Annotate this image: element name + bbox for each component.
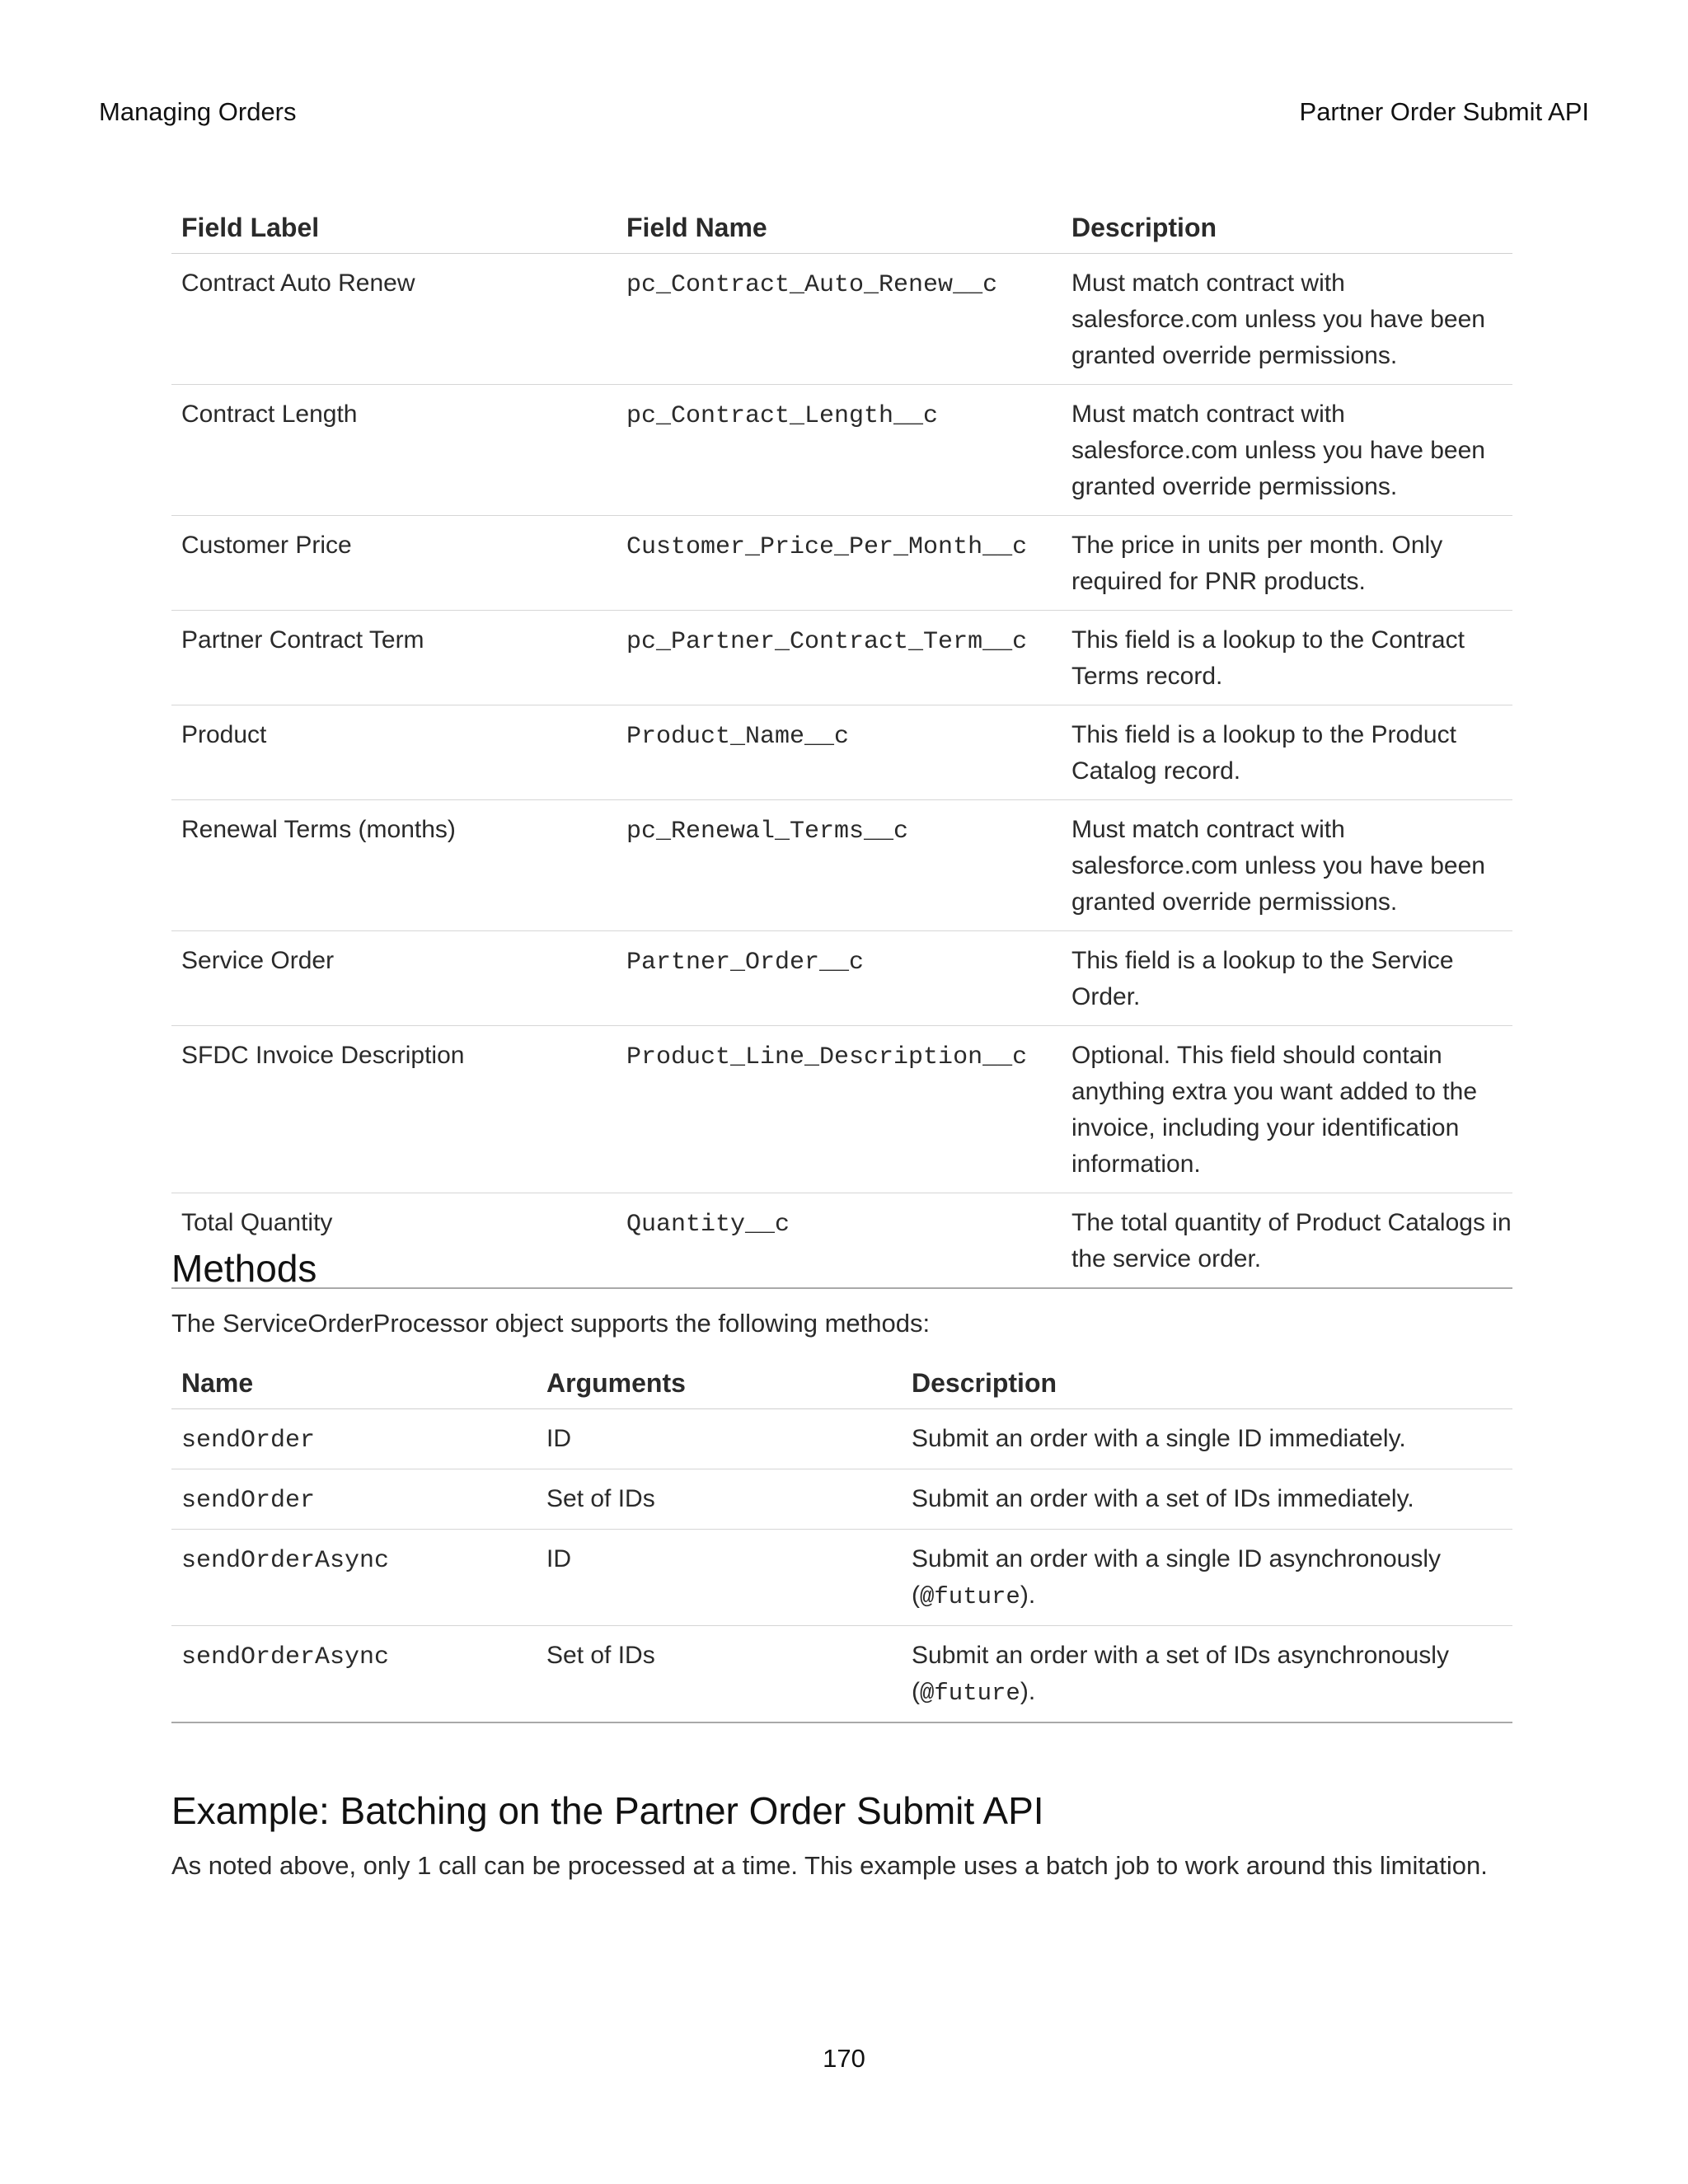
field-description: Must match contract with salesforce.com unless you have been granted override permissions.: [1062, 385, 1512, 516]
method-name: sendOrder: [171, 1409, 537, 1469]
methods-table-header: [171, 1358, 1512, 1409]
field-description: Optional. This field should contain anything extra you want added to the invoice, including your identification information.: [1062, 1026, 1512, 1193]
method-description: [902, 1469, 1512, 1530]
field-name: Partner_Order__c: [617, 931, 1062, 1026]
method-name: sendOrder: [171, 1469, 537, 1530]
methods-heading: Methods: [171, 1247, 317, 1290]
example-text: As noted above, only 1 call can be processed at a time. This example uses a batch job to work around this limitation.: [171, 1851, 1488, 1880]
field-label: Total Quantity: [171, 1193, 617, 1289]
field-name: Product_Line_Description__c: [617, 1026, 1062, 1193]
field-name: Customer_Price_Per_Month__c: [617, 516, 1062, 611]
header-section: Partner Order Submit API: [1299, 97, 1589, 126]
page-number: 170: [823, 2044, 865, 2073]
field-name: Quantity__c: [617, 1193, 1062, 1289]
header-chapter: Managing Orders: [99, 97, 297, 126]
table-row: [171, 385, 1512, 516]
field-description: Must match contract with salesforce.com unless you have been granted override permissions.: [1062, 800, 1512, 931]
table-row: [171, 1626, 1512, 1723]
table-row: [171, 1409, 1512, 1469]
fields-table-header: [171, 203, 1512, 254]
field-name: pc_Contract_Auto_Renew__c: [617, 254, 1062, 385]
future-annotation: @future: [920, 1680, 1020, 1707]
method-arguments: Set of IDs: [537, 1626, 902, 1723]
fields-table: [171, 203, 1512, 1289]
method-name: sendOrderAsync: [171, 1530, 537, 1626]
method-description-suffix: ).: [1020, 1678, 1036, 1705]
field-label: Customer Price: [171, 516, 617, 611]
field-label: Service Order: [171, 931, 617, 1026]
method-description-suffix: ).: [1020, 1582, 1036, 1609]
running-header: [99, 97, 1589, 127]
method-description: [902, 1409, 1512, 1469]
table-row: [171, 611, 1512, 705]
field-name: pc_Contract_Length__c: [617, 385, 1062, 516]
field-description: The price in units per month. Only required for PNR products.: [1062, 516, 1512, 611]
table-row: [171, 1530, 1512, 1626]
table-row: [171, 705, 1512, 800]
method-description-text: Submit an order with a set of IDs asynchronously (: [912, 1642, 1449, 1705]
field-description: This field is a lookup to the Contract Terms record.: [1062, 611, 1512, 705]
field-label: Contract Auto Renew: [171, 254, 617, 385]
method-name: sendOrderAsync: [171, 1626, 537, 1723]
column-header: Description: [1062, 203, 1512, 254]
field-description: This field is a lookup to the Product Catalog record.: [1062, 705, 1512, 800]
fields-table-container: [171, 203, 1512, 1289]
method-arguments: Set of IDs: [537, 1469, 902, 1530]
column-header: Arguments: [537, 1358, 902, 1409]
column-header: Name: [171, 1358, 537, 1409]
column-header: Description: [902, 1358, 1512, 1409]
column-header: Field Label: [171, 203, 617, 254]
field-name: pc_Partner_Contract_Term__c: [617, 611, 1062, 705]
field-name: Product_Name__c: [617, 705, 1062, 800]
method-arguments: ID: [537, 1530, 902, 1626]
field-label: Product: [171, 705, 617, 800]
method-description-text: Submit an order with a set of IDs immediately.: [912, 1485, 1414, 1512]
field-name: pc_Renewal_Terms__c: [617, 800, 1062, 931]
field-description: The total quantity of Product Catalogs in the service order.: [1062, 1193, 1512, 1289]
field-label: SFDC Invoice Description: [171, 1026, 617, 1193]
table-row: [171, 931, 1512, 1026]
field-label: Contract Length: [171, 385, 617, 516]
table-row: [171, 1026, 1512, 1193]
method-description: [902, 1626, 1512, 1723]
future-annotation: @future: [920, 1583, 1020, 1610]
methods-intro: The ServiceOrderProcessor object supports the following methods:: [171, 1309, 931, 1338]
methods-table: [171, 1358, 1512, 1723]
method-description-text: Submit an order with a single ID immediately.: [912, 1425, 1406, 1452]
table-row: [171, 254, 1512, 385]
method-description: [902, 1530, 1512, 1626]
field-label: Partner Contract Term: [171, 611, 617, 705]
methods-section: [171, 1246, 1512, 1723]
field-description: This field is a lookup to the Service Order.: [1062, 931, 1512, 1026]
table-row: [171, 800, 1512, 931]
table-row: [171, 1469, 1512, 1530]
table-row: [171, 516, 1512, 611]
field-label: Renewal Terms (months): [171, 800, 617, 931]
column-header: Field Name: [617, 203, 1062, 254]
method-arguments: ID: [537, 1409, 902, 1469]
field-description: Must match contract with salesforce.com unless you have been granted override permissions.: [1062, 254, 1512, 385]
example-section: [171, 1788, 1512, 1881]
example-heading: Example: Batching on the Partner Order Submit API: [171, 1789, 1044, 1832]
method-description-text: Submit an order with a single ID asynchronously (: [912, 1545, 1441, 1609]
